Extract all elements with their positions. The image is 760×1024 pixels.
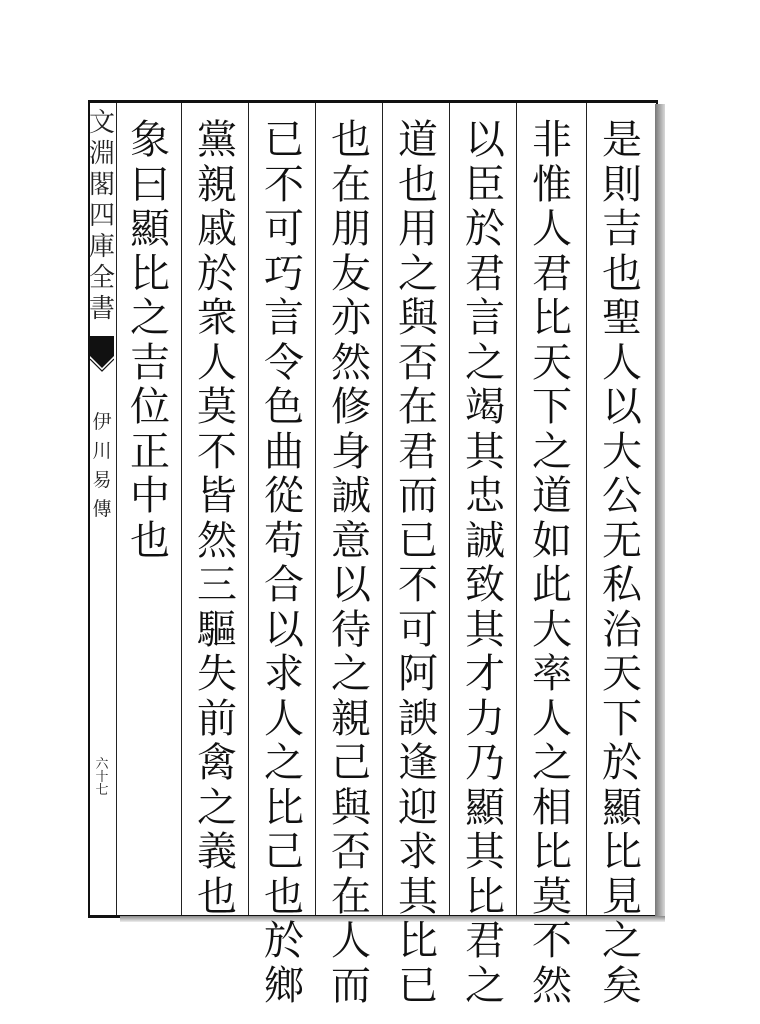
glyph: 之 — [398, 250, 438, 297]
glyph: 道 — [532, 473, 572, 519]
glyph: 君 — [532, 250, 572, 297]
text-column — [187, 117, 247, 920]
glyph: 淵 — [89, 139, 116, 169]
glyph: 吉 — [130, 339, 170, 386]
glyph: 也 — [331, 117, 371, 163]
glyph: 以 — [264, 606, 304, 653]
glyph: 可 — [398, 606, 438, 653]
glyph: 天 — [532, 339, 572, 386]
glyph: 之 — [264, 740, 304, 786]
glyph: 十 — [95, 770, 109, 785]
glyph: 人 — [197, 339, 237, 386]
glyph: 皆 — [197, 473, 237, 519]
glyph: 在 — [398, 384, 438, 430]
glyph: 君 — [398, 428, 438, 475]
glyph: 色 — [264, 384, 304, 430]
glyph: 戚 — [197, 206, 237, 252]
glyph: 人 — [532, 695, 572, 742]
text-column — [388, 117, 448, 1009]
glyph: 中 — [130, 473, 170, 519]
glyph: 六 — [95, 757, 109, 772]
glyph: 其 — [465, 829, 505, 875]
glyph: 私 — [602, 562, 642, 608]
glyph: 否 — [331, 829, 371, 875]
glyph: 己 — [331, 740, 371, 786]
glyph: 才 — [465, 651, 505, 697]
glyph: 人 — [602, 339, 642, 386]
glyph: 也 — [398, 161, 438, 208]
glyph: 顯 — [602, 784, 642, 831]
glyph: 惟 — [532, 161, 572, 208]
glyph: 諛 — [398, 695, 438, 742]
glyph: 是 — [602, 117, 642, 163]
column-rule — [382, 103, 383, 915]
glyph: 大 — [602, 428, 642, 475]
glyph: 在 — [331, 873, 371, 920]
glyph: 言 — [465, 295, 505, 341]
glyph: 天 — [602, 651, 642, 697]
glyph: 人 — [331, 918, 371, 964]
glyph: 其 — [398, 873, 438, 920]
glyph: 聖 — [602, 295, 642, 341]
glyph: 否 — [398, 339, 438, 386]
glyph: 於 — [465, 206, 505, 252]
glyph: 親 — [331, 695, 371, 742]
column-rule — [449, 103, 450, 915]
column-rule — [116, 103, 117, 915]
glyph: 位 — [130, 384, 170, 430]
glyph: 比 — [398, 918, 438, 964]
glyph: 吉 — [602, 206, 642, 252]
glyph: 不 — [532, 918, 572, 964]
glyph: 用 — [398, 206, 438, 252]
glyph: 親 — [197, 161, 237, 208]
glyph: 於 — [602, 740, 642, 786]
glyph: 比 — [465, 873, 505, 920]
glyph: 莫 — [532, 873, 572, 920]
glyph: 伊 — [92, 411, 112, 433]
glyph: 其 — [465, 606, 505, 653]
text-column — [321, 117, 381, 1009]
glyph: 三 — [197, 562, 237, 608]
column-rule — [315, 103, 316, 915]
glyph: 下 — [532, 384, 572, 430]
glyph: 莫 — [197, 384, 237, 430]
glyph: 比 — [130, 250, 170, 297]
glyph: 驅 — [197, 606, 237, 653]
glyph: 七 — [95, 783, 109, 798]
glyph: 書 — [89, 294, 116, 324]
glyph: 力 — [465, 695, 505, 742]
glyph: 誠 — [465, 517, 505, 564]
glyph: 川 — [92, 440, 112, 462]
glyph: 顯 — [130, 206, 170, 252]
glyph: 臣 — [465, 161, 505, 208]
glyph: 言 — [264, 295, 304, 341]
page-edge-shadow — [655, 104, 665, 922]
column-rule — [516, 103, 517, 915]
glyph: 无 — [602, 517, 642, 564]
glyph: 令 — [264, 339, 304, 386]
glyph: 也 — [197, 873, 237, 920]
glyph: 也 — [602, 250, 642, 297]
glyph: 失 — [197, 651, 237, 697]
column-rule — [181, 103, 182, 915]
glyph: 可 — [264, 206, 304, 252]
margin-title — [89, 108, 115, 325]
glyph: 其 — [465, 428, 505, 475]
glyph: 以 — [602, 384, 642, 430]
glyph: 治 — [602, 606, 642, 653]
glyph: 率 — [532, 651, 572, 697]
glyph: 竭 — [465, 384, 505, 430]
text-column — [522, 117, 582, 1009]
glyph: 比 — [532, 295, 572, 341]
glyph: 阿 — [398, 651, 438, 697]
fishtail-icon — [90, 336, 114, 372]
glyph: 之 — [602, 918, 642, 964]
glyph: 苟 — [264, 517, 304, 564]
glyph: 象 — [130, 117, 170, 163]
glyph: 不 — [197, 428, 237, 475]
text-column — [120, 118, 180, 908]
glyph: 求 — [264, 651, 304, 697]
glyph: 朋 — [331, 206, 371, 252]
glyph: 然 — [331, 339, 371, 386]
glyph: 則 — [602, 161, 642, 208]
glyph: 在 — [331, 161, 371, 208]
glyph: 巧 — [264, 250, 304, 297]
margin-book-title — [90, 408, 114, 524]
glyph: 然 — [532, 962, 572, 1009]
glyph: 君 — [465, 918, 505, 964]
glyph: 禽 — [197, 740, 237, 786]
glyph: 誠 — [331, 473, 371, 519]
glyph: 全 — [89, 263, 116, 293]
glyph: 於 — [264, 918, 304, 964]
glyph: 文 — [89, 108, 116, 138]
glyph: 公 — [602, 473, 642, 519]
glyph: 以 — [465, 117, 505, 163]
glyph: 合 — [264, 562, 304, 608]
glyph: 見 — [602, 873, 642, 920]
glyph: 求 — [398, 829, 438, 875]
glyph: 逢 — [398, 740, 438, 786]
glyph: 四 — [89, 201, 116, 231]
glyph: 也 — [264, 873, 304, 920]
glyph: 也 — [130, 517, 170, 564]
glyph: 致 — [465, 562, 505, 608]
glyph: 於 — [197, 250, 237, 297]
glyph: 義 — [197, 829, 237, 875]
glyph: 迎 — [398, 784, 438, 831]
glyph: 修 — [331, 384, 371, 430]
glyph: 矣 — [602, 962, 642, 1009]
glyph: 之 — [331, 651, 371, 697]
glyph: 身 — [331, 428, 371, 475]
glyph: 人 — [264, 695, 304, 742]
glyph: 非 — [532, 117, 572, 163]
glyph: 已 — [264, 117, 304, 163]
glyph: 下 — [602, 695, 642, 742]
glyph: 亦 — [331, 295, 371, 341]
column-rule — [586, 103, 587, 915]
text-column — [254, 117, 314, 1009]
glyph: 鄉 — [264, 962, 304, 1009]
glyph: 忠 — [465, 473, 505, 519]
text-column — [592, 117, 652, 1009]
glyph: 已 — [398, 962, 438, 1009]
glyph: 君 — [465, 250, 505, 297]
glyph: 己 — [264, 829, 304, 875]
glyph: 閣 — [89, 170, 116, 200]
column-rule — [248, 103, 249, 915]
glyph: 衆 — [197, 295, 237, 341]
glyph: 道 — [398, 117, 438, 163]
glyph: 與 — [398, 295, 438, 341]
glyph: 而 — [331, 962, 371, 1009]
glyph: 之 — [197, 784, 237, 831]
glyph: 不 — [264, 161, 304, 208]
glyph: 已 — [398, 517, 438, 564]
glyph: 比 — [532, 829, 572, 875]
glyph: 之 — [532, 740, 572, 786]
glyph: 黨 — [197, 117, 237, 163]
glyph: 之 — [130, 295, 170, 341]
glyph: 與 — [331, 784, 371, 831]
glyph: 友 — [331, 250, 371, 297]
glyph: 乃 — [465, 740, 505, 786]
text-column — [455, 117, 515, 1009]
glyph: 大 — [532, 606, 572, 653]
glyph: 曰 — [130, 161, 170, 208]
glyph: 如 — [532, 517, 572, 564]
glyph: 易 — [92, 469, 112, 491]
margin-folio-number — [93, 758, 111, 797]
glyph: 然 — [197, 517, 237, 564]
glyph: 以 — [331, 562, 371, 608]
glyph: 相 — [532, 784, 572, 831]
glyph: 傳 — [92, 498, 112, 520]
glyph: 人 — [532, 206, 572, 252]
glyph: 顯 — [465, 784, 505, 831]
glyph: 曲 — [264, 428, 304, 475]
glyph: 比 — [264, 784, 304, 831]
glyph: 而 — [398, 473, 438, 519]
glyph: 待 — [331, 606, 371, 653]
glyph: 前 — [197, 695, 237, 742]
glyph: 之 — [465, 339, 505, 386]
glyph: 庫 — [89, 232, 116, 262]
glyph: 從 — [264, 473, 304, 519]
glyph: 不 — [398, 562, 438, 608]
glyph: 之 — [532, 428, 572, 475]
glyph: 此 — [532, 562, 572, 608]
glyph: 比 — [602, 829, 642, 875]
glyph: 之 — [465, 962, 505, 1009]
fishtail-block — [90, 336, 114, 356]
glyph: 意 — [331, 517, 371, 564]
glyph: 正 — [130, 428, 170, 475]
